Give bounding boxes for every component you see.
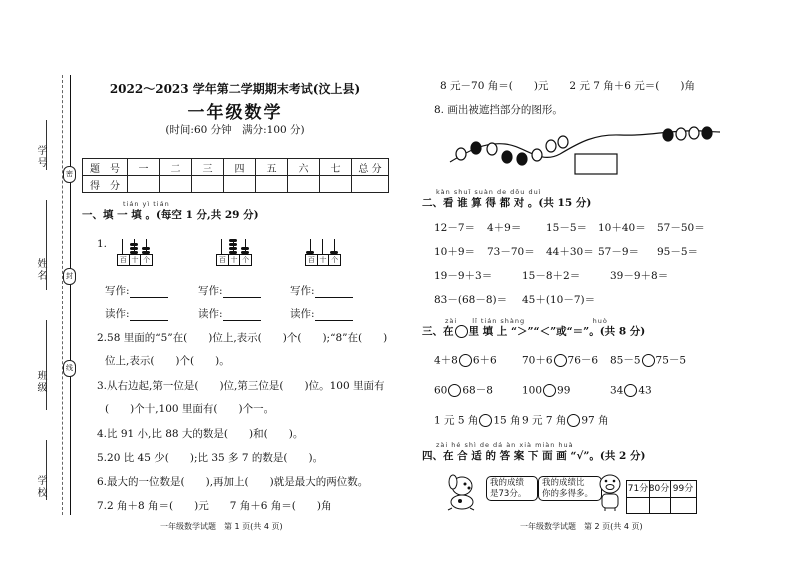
- bead-string-figure: [445, 120, 725, 180]
- q1-number: 1.: [97, 238, 108, 250]
- seal-mark-mi: 密: [63, 166, 76, 183]
- question-7-continued: 8 元－70 角＝( )元 2 元 7 角＋6 元＝( )角: [440, 80, 695, 92]
- question-8: 8. 画出被遮挡部分的图形。: [434, 104, 563, 116]
- calc-item: 39－9＋8＝: [610, 270, 669, 282]
- check-cell[interactable]: [648, 497, 671, 514]
- calc-item: 12－7＝: [434, 222, 476, 234]
- score-table: [82, 158, 389, 193]
- compare-item: [522, 414, 609, 427]
- section1-pinyin: tián yì tián: [123, 200, 170, 208]
- compare-left: 4＋8: [434, 354, 458, 367]
- abacus-label: 百: [118, 255, 130, 265]
- school-label: 学校: [35, 475, 46, 499]
- footer-left: 一年级数学试题 第 1 页(共 4 页): [160, 522, 283, 531]
- compare-right: 99: [557, 384, 571, 397]
- compare-right: 75－5: [655, 354, 687, 367]
- section1-title: 一、填 一 填 。(每空 1 分,共 29 分): [82, 209, 259, 221]
- answer-blank[interactable]: [315, 286, 353, 298]
- calc-item: 4＋9＝: [487, 222, 522, 234]
- compare-right: 6＋6: [472, 354, 497, 367]
- abacus-label: 个: [242, 256, 250, 264]
- question-2-line-2: 位上,表示( )个( )。: [105, 355, 230, 367]
- score-header-cell: 一: [128, 159, 160, 176]
- calc-item: 15－8＋2＝: [522, 270, 581, 282]
- answer-blank[interactable]: [315, 309, 353, 321]
- compare-left: 9 元 7 角: [522, 414, 567, 427]
- calc-item: 10＋9＝: [434, 246, 476, 258]
- read-row-2: [198, 308, 261, 321]
- question-3-line-2: ( )个十,100 里面有( )个一。: [105, 403, 275, 415]
- compare-item: [434, 414, 521, 427]
- read-row-1: [105, 308, 168, 321]
- score-header-cell: 三: [192, 159, 224, 176]
- read-label: 读作:: [290, 308, 315, 320]
- calc-item: 44＋30＝: [546, 246, 594, 258]
- abacus-1: [117, 238, 153, 266]
- score-cell[interactable]: [256, 176, 288, 193]
- name-label: 姓名: [35, 258, 46, 282]
- write-row-3: [290, 285, 353, 298]
- compare-item: [522, 354, 598, 367]
- calc-item: 19－9＋3＝: [434, 270, 493, 282]
- compare-left: 60: [434, 384, 448, 397]
- compare-right: 76－6: [567, 354, 599, 367]
- compare-circle[interactable]: [567, 414, 580, 427]
- compare-circle[interactable]: [642, 354, 655, 367]
- read-label: 读作:: [105, 308, 130, 320]
- compare-right: 68－8: [462, 384, 493, 397]
- score-header-cell: 二: [160, 159, 192, 176]
- check-cell[interactable]: [626, 497, 650, 514]
- abacus-label: 个: [143, 256, 151, 264]
- compare-item: [434, 354, 497, 367]
- compare-circle[interactable]: [624, 384, 637, 397]
- abacus-label: 十: [130, 255, 142, 265]
- section3-title: [422, 325, 645, 338]
- score-cell[interactable]: [128, 176, 160, 193]
- question-5: 5.20 比 45 少( );比 35 多 7 的数是( )。: [97, 452, 324, 464]
- question-3-line-1: 3.从右边起,第一位是( )位,第三位是( )位。100 里面有: [97, 380, 385, 392]
- compare-left: 70＋6: [522, 354, 553, 367]
- section4-pinyin: zài hé shì de dá àn xià miàn huà: [436, 441, 574, 449]
- score-header-cell: 题 号: [83, 159, 128, 176]
- compare-item: [610, 384, 652, 397]
- compare-circle[interactable]: [459, 354, 472, 367]
- compare-left: 1 元 5 角: [434, 414, 479, 427]
- question-6: 6.最大的一位数是( ),再加上( )就是最大的两位数。: [97, 476, 369, 488]
- read-label: 读作:: [198, 308, 223, 320]
- section3-title-rest: 里 填 上 “＞”“＜”或“＝”。(共 8 分): [468, 325, 646, 338]
- compare-item: [610, 354, 686, 367]
- circle-icon: [455, 325, 468, 338]
- write-label: 写作:: [105, 285, 130, 297]
- score-option-99[interactable]: 99分: [670, 480, 697, 498]
- compare-circle[interactable]: [554, 354, 567, 367]
- compare-circle[interactable]: [448, 384, 461, 397]
- section3-pinyin: zài lǐ tián shàng huò: [445, 317, 608, 325]
- seal-mark-feng: 封: [63, 268, 76, 285]
- calc-item: 57－9＝: [598, 246, 640, 258]
- calc-item: 10＋40＝: [598, 222, 646, 234]
- abacus-label: 十: [318, 255, 330, 265]
- answer-blank[interactable]: [130, 286, 168, 298]
- write-row-2: [198, 285, 261, 298]
- question-4: 4.比 91 小,比 88 大的数是( )和( )。: [97, 428, 304, 440]
- write-row-1: [105, 285, 168, 298]
- section3-title-prefix: 三、在: [422, 325, 454, 338]
- score-header-cell: 七: [320, 159, 352, 176]
- answer-blank[interactable]: [223, 309, 261, 321]
- abacus-label: 百: [306, 255, 318, 265]
- abacus-label: 个: [331, 256, 339, 264]
- score-header-cell: 四: [224, 159, 256, 176]
- abacus-label: 百: [217, 255, 229, 265]
- write-label: 写作:: [198, 285, 223, 297]
- calc-item: 95－5＝: [657, 246, 699, 258]
- calc-item: 57－50＝: [657, 222, 705, 234]
- compare-item: [434, 384, 493, 397]
- score-header-cell: 总 分: [352, 159, 389, 176]
- binding-field-line: [46, 320, 47, 410]
- binding-line: [70, 75, 71, 515]
- answer-blank[interactable]: [223, 286, 261, 298]
- compare-right: 97 角: [581, 414, 609, 427]
- section2-title: 二、看 谁 算 得 都 对 。(共 15 分): [422, 197, 592, 209]
- compare-left: 34: [610, 384, 624, 397]
- student-id-label: 学号: [35, 145, 46, 169]
- score-cell[interactable]: [288, 176, 320, 193]
- subject-title: 一年级数学: [187, 103, 283, 123]
- calc-item: 45＋(10－7)＝: [522, 294, 596, 306]
- class-label: 班级: [35, 370, 46, 394]
- compare-item: [522, 384, 570, 397]
- compare-circle[interactable]: [543, 384, 556, 397]
- score-cell[interactable]: [160, 176, 192, 193]
- section4-title: 四、在 合 适 的 答 案 下 面 画 “√”。(共 2 分): [422, 450, 646, 462]
- write-label: 写作:: [290, 285, 315, 297]
- check-cell[interactable]: [670, 497, 697, 514]
- score-option-80[interactable]: 80分: [648, 480, 671, 498]
- score-cell[interactable]: [224, 176, 256, 193]
- compare-circle[interactable]: [479, 414, 492, 427]
- footer-right: 一年级数学试题 第 2 页(共 4 页): [520, 522, 643, 531]
- compare-left: 100: [522, 384, 543, 397]
- score-option-71[interactable]: 71分: [626, 480, 650, 498]
- score-cell[interactable]: [192, 176, 224, 193]
- score-cell[interactable]: [320, 176, 352, 193]
- calc-item: 83－(68－8)＝: [434, 294, 508, 306]
- section2-pinyin: kàn shuǐ suàn de dōu duì: [436, 188, 542, 196]
- compare-right: 15 角: [493, 414, 521, 427]
- speech-bubble-2: 我的成绩比 你的多得多。: [538, 476, 602, 501]
- speech-bubble-1: 我的成绩 是73分。: [486, 476, 538, 501]
- puppy-character-icon: [440, 472, 490, 512]
- seal-mark-xian: 线: [63, 360, 76, 377]
- answer-blank[interactable]: [130, 309, 168, 321]
- score-header-cell: 五: [256, 159, 288, 176]
- read-row-3: [290, 308, 353, 321]
- abacus-2: [216, 238, 252, 266]
- score-cell[interactable]: [352, 176, 389, 193]
- score-header-cell: 六: [288, 159, 320, 176]
- question-7: 7.2 角＋8 角＝( )元 7 角＋6 角＝( )角: [97, 500, 332, 512]
- exam-info: (时间:60 分钟 满分:100 分): [165, 124, 305, 136]
- calc-item: 73－70＝: [487, 246, 535, 258]
- abacus-label: 十: [229, 255, 241, 265]
- binding-dash-line: [62, 75, 63, 515]
- score-row-label: 得 分: [83, 176, 128, 193]
- question-2-line-1: 2.58 里面的“5”在( )位上,表示( )个( );“8”在( ): [97, 332, 388, 344]
- pig-character-icon: [595, 472, 625, 512]
- calc-item: 15－5＝: [546, 222, 588, 234]
- exam-title: 2022～2023 学年第二学期期末考试(汶上县): [109, 82, 361, 96]
- compare-right: 43: [638, 384, 652, 397]
- abacus-3: [305, 238, 341, 266]
- compare-left: 85－5: [610, 354, 641, 367]
